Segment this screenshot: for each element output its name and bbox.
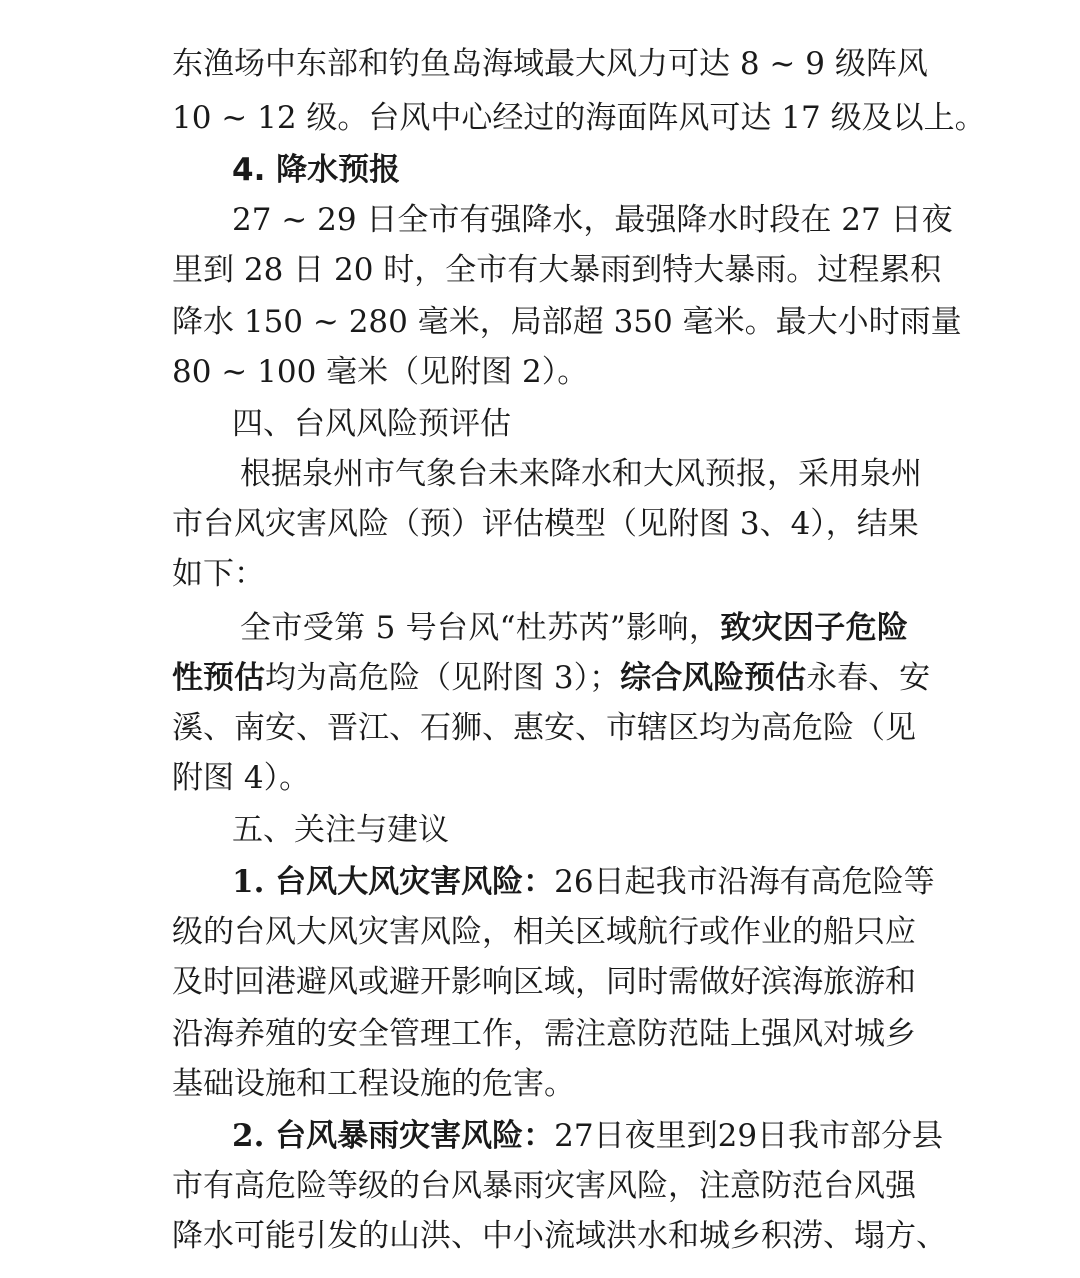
advice1-line-2: 级的台风大风灾害风险，相关区域航行或作业的船只应 — [172, 914, 916, 950]
composite-risk-term: 综合风险预估 — [620, 660, 807, 696]
advice2-line-1 — [232, 1114, 944, 1158]
hazard-term-cont: 性预估 — [172, 660, 265, 696]
advice1-line-5: 基础设施和工程设施的危害。 — [172, 1066, 575, 1102]
precip-heading: 4. 降水预报 — [232, 152, 401, 188]
risk-result-line-3: 溪、南安、晋江、石狮、惠安、市辖区均为高危险（见 — [172, 710, 916, 746]
risk-result-text: 全市受第 5 号台风“杜苏芮”影响， — [240, 610, 721, 646]
precip-line-3: 降水 150 ~ 280 毫米，局部超 350 毫米。最大小时雨量 — [172, 304, 962, 340]
hazard-term: 致灾因子危险 — [720, 610, 908, 646]
risk-intro-line-2: 市台风灾害风险（预）评估模型（见附图 3、4），结果 — [172, 506, 919, 542]
risk-intro-line-1: 根据泉州市气象台未来降水和大风预报，采用泉州 — [240, 456, 922, 492]
risk-heading: 四、台风风险预评估 — [232, 406, 511, 442]
risk-result-line-4: 附图 4）。 — [172, 760, 311, 796]
advice1-text: 26日起我市沿海有高危险等 — [554, 864, 935, 900]
wind-text-line-2: 10 ~ 12 级。台风中心经过的海面阵风可达 17 级及以上。 — [172, 100, 986, 136]
risk-intro-line-3: 如下： — [172, 556, 265, 592]
advice2-line-3: 降水可能引发的山洪、中小流域洪水和城乡积涝、塌方、 — [172, 1218, 947, 1254]
risk-result-line-1 — [240, 606, 908, 650]
risk-result-text: 均为高危险（见附图 3）； — [265, 660, 621, 696]
precip-line-4: 80 ~ 100 毫米（见附图 2）。 — [172, 354, 589, 390]
advice1-line-3: 及时回港避风或避开影响区域，同时需做好滨海旅游和 — [172, 964, 916, 1000]
advice1-line-4: 沿海养殖的安全管理工作，需注意防范陆上强风对城乡 — [172, 1016, 916, 1052]
advice-heading: 五、关注与建议 — [232, 812, 449, 848]
precip-line-1: 27 ~ 29 日全市有强降水，最强降水时段在 27 日夜 — [232, 202, 953, 238]
advice2-text: 27日夜里到29日我市部分县 — [554, 1118, 944, 1154]
advice2-label: 2. 台风暴雨灾害风险： — [232, 1118, 555, 1154]
advice2-line-2: 市有高危险等级的台风暴雨灾害风险，注意防范台风强 — [172, 1168, 916, 1204]
advice1-line-1 — [232, 860, 935, 904]
risk-result-text: 永春、安 — [806, 660, 931, 696]
precip-line-2: 里到 28 日 20 时，全市有大暴雨到特大暴雨。过程累积 — [172, 252, 942, 288]
wind-text-line-1: 东渔场中东部和钓鱼岛海域最大风力可达 8 ~ 9 级阵风 — [172, 46, 928, 82]
risk-result-line-2 — [172, 656, 931, 700]
advice1-label: 1. 台风大风灾害风险： — [232, 864, 555, 900]
